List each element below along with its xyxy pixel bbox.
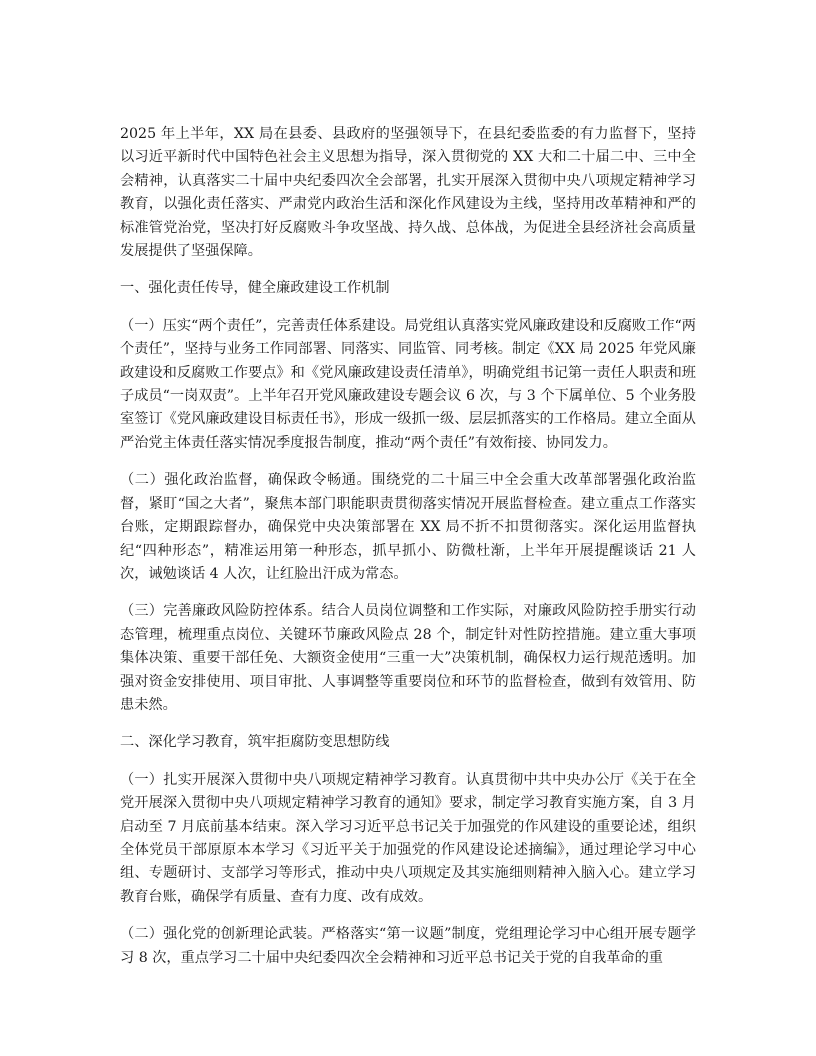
section-1-paragraph-3: （三）完善廉政风险防控体系。结合人员岗位调整和工作实际，对廉政风险防控手册实行动态管理，梳理重点岗位、关键环节廉政风险点 28 个，制定针对性防控措施。建立重大事项集体决策、重要干部任免、大额资金使用“三重一大”决策机制，确保权力运行规范透明。加强对资金安排使用、项目审批、人事调整等重要岗位和环节的监督检查，做到有效管用、防患未然。 xyxy=(120,603,696,713)
section-1-paragraph-1: （一）压实“两个责任”，完善责任体系建设。局党组认真落实党风廉政建设和反腐败工作“两个责任”，坚持与业务工作同部署、同落实、同监管、同考核。制定《XX 局 2025 年党风廉政建设和反腐败工作要点》和《党风廉政建设责任清单》，明确党组书记第一责任人职责和班子成员“一岗双责”。上半年召开党风廉政建设专题会议 6 次，与 3 个下属单位、5 个业务股室签订《党风廉政建设目标责任书》，形成一级抓一级、层层抓落实的工作格局。建立全面从严治党主体责任落实情况季度报告制度，推动“两个责任”有效衔接、协同发力。 xyxy=(120,317,696,451)
intro-paragraph: 2025 年上半年，XX 局在县委、县政府的坚强领导下，在县纪委监委的有力监督下，坚持以习近平新时代中国特色社会主义思想为指导，深入贯彻党的 XX 大和二十届二中、三中全会精神，认真落实二十届中央纪委四次全会部署，扎实开展深入贯彻中央八项规定精神学习教育，以强化责任落实、严肃党内政治生活和深化作风建设为主线，坚持用改革精神和严的标准管党治党，坚决打好反腐败斗争攻坚战、持久战、总体战，为促进全县经济社会高质量发展提供了坚强保障。 xyxy=(120,126,696,260)
document-page xyxy=(120,123,696,984)
section-2-heading: 二、深化学习教育，筑牢拒腐防变思想防线 xyxy=(120,734,390,751)
section-1-paragraph-2: （二）强化政治监督，确保政令畅通。围绕党的二十届三中全会重大改革部署强化政治监督，紧盯“国之大者”，聚焦本部门职能职责贯彻落实情况开展监督检查。建立重点工作落实台账，定期跟踪督办，确保党中央决策部署在 XX 局不折不扣贯彻落实。深化运用监督执纪“四种形态”，精准运用第一种形态，抓早抓小、防微杜渐，上半年开展提醒谈话 21 人次，诫勉谈话 4 人次，让红脸出汗成为常态。 xyxy=(120,472,696,582)
section-1-heading: 一、强化责任传导，健全廉政建设工作机制 xyxy=(120,280,390,297)
section-2-paragraph-1: （一）扎实开展深入贯彻中央八项规定精神学习教育。认真贯彻中共中央办公厅《关于在全党开展深入贯彻中央八项规定精神学习教育的通知》要求，制定学习教育实施方案，自 3 月启动至 7 月底前基本结束。深入学习习近平总书记关于加强党的作风建设的重要论述，组织全体党员干部原原本本学习《习近平关于加强党的作风建设论述摘编》，通过理论学习中心组、专题研讨、支部学习等形式，推动中央八项规定及其实施细则精神入脑入心。建立学习教育台账，确保学有质量、查有力度、改有成效。 xyxy=(120,771,696,905)
section-2-paragraph-2: （二）强化党的创新理论武装。严格落实“第一议题”制度，党组理论学习中心组开展专题学习 8 次，重点学习二十届中央纪委四次全会精神和习近平总书记关于党的自我革命的重 xyxy=(120,926,696,966)
